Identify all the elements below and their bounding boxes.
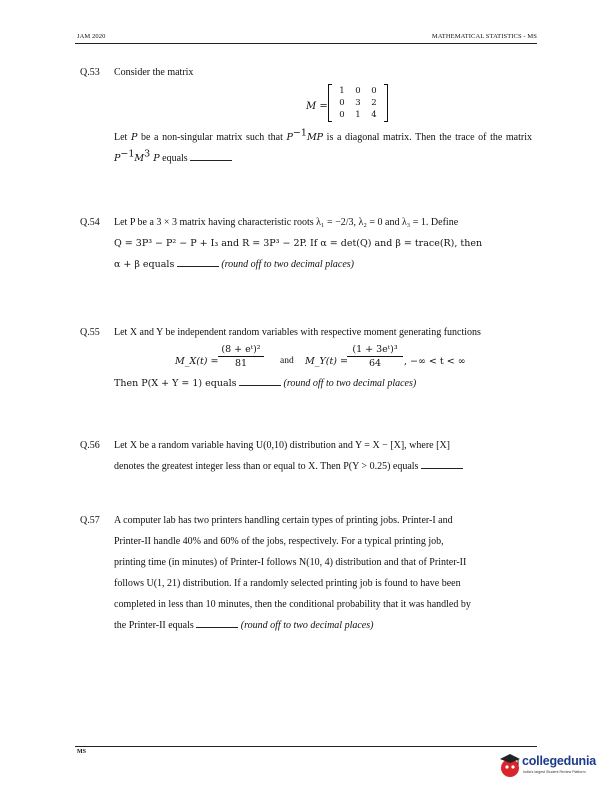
footer-code: MS <box>77 749 86 755</box>
question-line: Printer-II handle 40% and 60% of the jobs, respectively. For a typical printing job, <box>114 536 444 547</box>
rounding-note: (round off to two decimal places) <box>283 378 417 389</box>
answer-blank[interactable] <box>190 151 232 161</box>
matrix-display <box>114 83 532 127</box>
question-line: Let X and Y be independent random variables with respective moment generating functions <box>114 327 481 338</box>
question-text: Let P be a non-singular matrix such that $P^{-1}MP$ is a diagonal matrix. Then the trace of the matrix $P^{-1}M^3$ P equals <box>114 127 533 164</box>
mgf-range: , −∞ < t < ∞ <box>404 356 466 367</box>
question-number: Q.56 <box>80 440 100 451</box>
brand-name: collegedunia <box>522 754 597 768</box>
matrix-cell: 0 <box>371 86 377 96</box>
matrix-cell: 1 <box>339 86 345 96</box>
mgf-x-fraction <box>218 343 264 370</box>
question-number: Q.53 <box>80 67 100 78</box>
question-57 <box>80 510 532 636</box>
question-line: Q = 3P³ − P² − P + I₃ and R = 3P³ − 2P. If α = det(Q) and β = trace(R), then <box>114 238 483 249</box>
mgf-x-denominator: 81 <box>234 358 248 369</box>
question-line: A computer lab has two printers handling certain types of printing jobs. Printer-I and <box>114 515 453 526</box>
matrix-cell: 0 <box>339 110 345 120</box>
mgf-y-fraction <box>347 343 403 370</box>
question-53 <box>80 62 532 169</box>
question-55 <box>80 322 532 394</box>
rounding-note: (round off to two decimal places) <box>240 620 374 631</box>
mgf-y-denominator: 64 <box>368 358 382 369</box>
matrix-grid <box>334 85 382 121</box>
question-line: Let P be a 3 × 3 matrix having characteristic roots λ₁ = −2/3, λ₂ = 0 and λ₃ = 1. Define <box>114 217 459 228</box>
question-number: Q.57 <box>80 515 100 526</box>
question-line: denotes the greatest integer less than or equal to X. Then P(Y > 0.25) equals <box>114 456 532 477</box>
question-line: Let X be a random variable having U(0,10) distribution and Y = X − [X], where [X] <box>114 440 450 451</box>
matrix-label: M = <box>306 101 328 112</box>
mgf-display <box>114 343 532 373</box>
mgf-y-lhs: M_Y(t) = <box>305 356 348 367</box>
mgf-x-numerator: (8 + eᵗ)² <box>218 343 264 357</box>
matrix-cell: 3 <box>355 98 361 108</box>
question-56 <box>80 435 532 477</box>
brand-tagline: India's largest Student Review Platform <box>523 770 586 774</box>
answer-blank[interactable] <box>239 376 281 386</box>
question-line: follows U(1, 21) distribution. If a randomly selected printing job is found to have been <box>114 578 461 589</box>
matrix-cell: 1 <box>355 110 361 120</box>
question-intro: Consider the matrix <box>114 67 194 78</box>
answer-blank[interactable] <box>177 257 219 267</box>
matrix-cell: 2 <box>371 98 377 108</box>
question-number: Q.54 <box>80 217 100 228</box>
header-subject: MATHEMATICAL STATISTICS - MS <box>431 33 537 40</box>
mgf-and: and <box>280 356 294 366</box>
matrix-cell: 0 <box>339 98 345 108</box>
header-exam-name: JAM 2020 <box>77 33 106 40</box>
answer-blank[interactable] <box>196 618 238 628</box>
question-54 <box>80 212 532 275</box>
mgf-y-numerator: (1 + 3eᵗ)³ <box>347 343 403 357</box>
matrix-cell: 0 <box>355 86 361 96</box>
footer-divider <box>75 746 537 747</box>
rounding-note: (round off to two decimal places) <box>221 259 354 270</box>
question-line: the Printer-II equals (round off to two decimal places) <box>114 620 374 631</box>
matrix-brackets <box>328 84 388 122</box>
header-divider <box>75 43 537 44</box>
question-line: α + β equals (round off to two decimal places) <box>114 259 354 270</box>
question-line: printing time (in minutes) of Printer-I follows N(10, 4) distribution and that of Printer-II <box>114 557 467 568</box>
matrix-cell: 4 <box>371 110 377 120</box>
question-line: Then P(X + Y = 1) equals (round off to two decimal places) <box>114 378 417 389</box>
answer-blank[interactable] <box>421 459 463 469</box>
mgf-x-lhs: M_X(t) = <box>175 356 219 367</box>
graduation-cap-icon <box>498 752 522 780</box>
question-number: Q.55 <box>80 327 100 338</box>
question-line: completed in less than 10 minutes, then the conditional probability that it was handled by <box>114 599 471 610</box>
